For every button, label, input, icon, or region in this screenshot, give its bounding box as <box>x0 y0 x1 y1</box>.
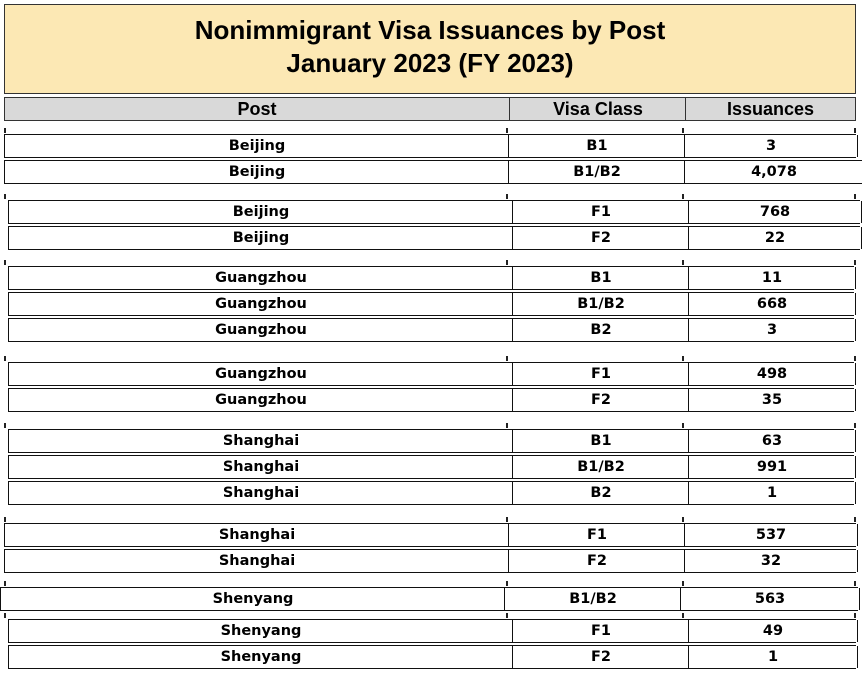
cell-post: Shenyang <box>8 620 513 642</box>
cell-post: Guangzhou <box>8 363 513 385</box>
row-separator-stub <box>506 423 508 428</box>
table-header <box>4 97 856 121</box>
cell-post: Shenyang <box>0 588 505 610</box>
cell-issuances: 49 <box>688 620 858 642</box>
cell-post: Shanghai <box>4 550 509 572</box>
row-separator-stub <box>4 517 6 522</box>
cell-visa-class: B1 <box>508 135 685 157</box>
row-separator-stub <box>506 260 508 265</box>
row-separator-stub <box>682 581 684 586</box>
cell-post: Shanghai <box>8 430 513 452</box>
row-separator-stub <box>4 260 6 265</box>
table-row <box>8 362 854 386</box>
cell-visa-class: F2 <box>508 550 685 572</box>
cell-post: Beijing <box>8 227 513 249</box>
row-separator-stub <box>854 581 856 586</box>
row-separator-stub <box>506 613 508 618</box>
cell-issuances: 3 <box>684 135 858 157</box>
cell-visa-class: B1/B2 <box>512 456 689 478</box>
cell-issuances: 4,078 <box>684 161 862 183</box>
cell-visa-class: B1/B2 <box>512 293 689 315</box>
row-separator-stub <box>506 194 508 199</box>
cell-visa-class: B1 <box>512 267 689 289</box>
table-row <box>8 645 856 669</box>
row-separator-stub <box>4 128 6 133</box>
cell-post: Guangzhou <box>8 319 513 341</box>
cell-post: Guangzhou <box>8 267 513 289</box>
table-row <box>8 266 854 290</box>
cell-issuances: 35 <box>688 389 856 411</box>
cell-post: Beijing <box>8 201 513 223</box>
table-row <box>0 587 858 611</box>
cell-visa-class: F2 <box>512 389 689 411</box>
row-separator-stub <box>682 613 684 618</box>
cell-post: Shanghai <box>8 456 513 478</box>
cell-visa-class: B2 <box>512 319 689 341</box>
table-row <box>4 160 862 184</box>
row-separator-stub <box>682 260 684 265</box>
row-separator-stub <box>682 356 684 361</box>
row-separator-stub <box>506 356 508 361</box>
cell-issuances: 11 <box>688 267 856 289</box>
cell-issuances: 498 <box>688 363 856 385</box>
cell-post: Beijing <box>4 161 509 183</box>
cell-visa-class: B2 <box>512 482 689 504</box>
row-separator-stub <box>682 517 684 522</box>
table-row <box>8 429 854 453</box>
cell-issuances: 768 <box>688 201 862 223</box>
cell-post: Shanghai <box>8 482 513 504</box>
row-separator-stub <box>506 581 508 586</box>
row-separator-stub <box>854 194 856 199</box>
column-header-visa-class: Visa Class <box>509 98 686 120</box>
row-separator-stub <box>506 517 508 522</box>
row-separator-stub <box>4 423 6 428</box>
row-separator-stub <box>682 423 684 428</box>
row-separator-stub <box>4 613 6 618</box>
cell-visa-class: F1 <box>512 620 689 642</box>
table-row <box>8 388 854 412</box>
cell-visa-class: B1/B2 <box>504 588 681 610</box>
row-separator-stub <box>854 356 856 361</box>
cell-issuances: 63 <box>688 430 856 452</box>
cell-post: Beijing <box>4 135 509 157</box>
cell-issuances: 1 <box>688 646 858 668</box>
row-separator-stub <box>4 356 6 361</box>
row-separator-stub <box>854 517 856 522</box>
row-separator-stub <box>854 423 856 428</box>
cell-visa-class: F1 <box>512 363 689 385</box>
cell-issuances: 668 <box>688 293 856 315</box>
row-separator-stub <box>682 128 684 133</box>
table-row <box>8 292 854 316</box>
table-row <box>8 226 860 250</box>
report-period: January 2023 (FY 2023) <box>286 48 574 78</box>
cell-post: Shanghai <box>4 524 509 546</box>
row-separator-stub <box>854 260 856 265</box>
row-separator-stub <box>4 581 6 586</box>
table-row <box>8 318 854 342</box>
table-row <box>4 523 856 547</box>
table-row <box>4 549 856 573</box>
cell-post: Shenyang <box>8 646 513 668</box>
row-separator-stub <box>682 194 684 199</box>
table-row <box>8 619 856 643</box>
cell-issuances: 32 <box>684 550 858 572</box>
report-title: Nonimmigrant Visa Issuances by Post <box>194 15 666 45</box>
column-header-issuances: Issuances <box>685 98 855 120</box>
cell-visa-class: F1 <box>508 524 685 546</box>
cell-issuances: 563 <box>680 588 860 610</box>
table-row <box>4 134 856 158</box>
cell-visa-class: F2 <box>512 227 689 249</box>
table-row <box>8 200 860 224</box>
cell-issuances: 1 <box>688 482 856 504</box>
report-title-box <box>4 4 856 94</box>
cell-issuances: 991 <box>688 456 856 478</box>
row-separator-stub <box>854 128 856 133</box>
cell-visa-class: F1 <box>512 201 689 223</box>
row-separator-stub <box>506 128 508 133</box>
cell-visa-class: B1 <box>512 430 689 452</box>
row-separator-stub <box>854 613 856 618</box>
cell-issuances: 537 <box>684 524 858 546</box>
cell-visa-class: F2 <box>512 646 689 668</box>
cell-post: Guangzhou <box>8 293 513 315</box>
table-row <box>8 455 854 479</box>
row-separator-stub <box>4 194 6 199</box>
cell-issuances: 3 <box>688 319 856 341</box>
cell-issuances: 22 <box>688 227 862 249</box>
cell-post: Guangzhou <box>8 389 513 411</box>
column-header-post: Post <box>237 98 277 119</box>
table-row <box>8 481 854 505</box>
cell-visa-class: B1/B2 <box>508 161 685 183</box>
